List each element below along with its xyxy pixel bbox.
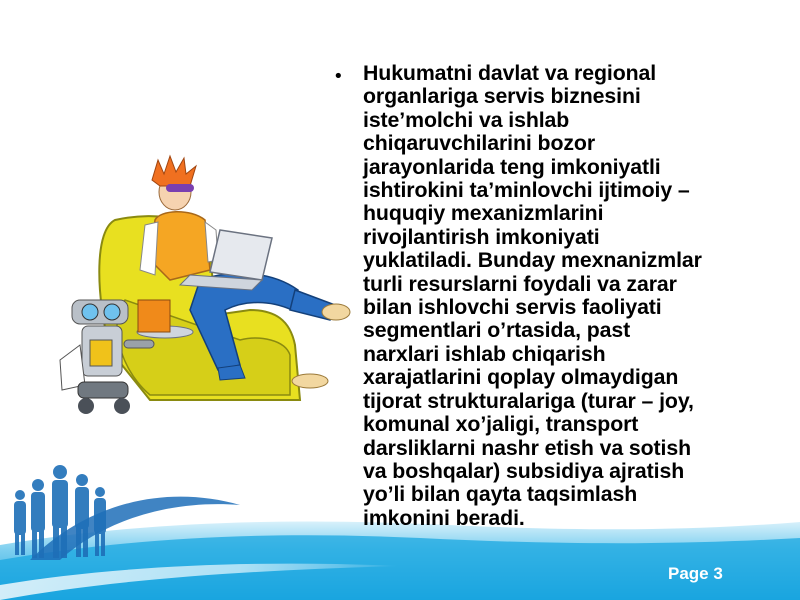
sunglasses-icon — [166, 184, 194, 192]
vest-icon — [150, 212, 210, 280]
hair-icon — [152, 156, 196, 186]
book-icon — [138, 300, 170, 332]
bullet-list — [333, 62, 763, 530]
page-number: Page 3 — [668, 564, 723, 583]
person-with-laptop-illustration — [40, 150, 360, 430]
bullet-text: Hukumatni davlat va regional organlariga servis biznesini iste’molchi va ishlab chiqaruvchilarini bozor jarayonlarida teng imkoniyatli ishtirokini ta’minlovchi ijtimoiy – huquqiy mexanizmlarini rivojlantirish imkoniyati yuklatiladi. Bunday mexnanizmlar turli resurslarni foydali va zarar bilan ishlovchi servis faoliyati segmentlari o’rtasida, past narxlari ishlab chiqarish xarajatlarini qoplay olmaydigan tijorat strukturalariga (turar – joy, komunal xo’jaligi, transport darsliklarni nashr etish va sotish va boshqalar) subsidiya ajratish yo’li bilan qayta taqsimlash imkonini beradi. — [363, 61, 702, 530]
bullet-marker: • — [333, 66, 344, 87]
